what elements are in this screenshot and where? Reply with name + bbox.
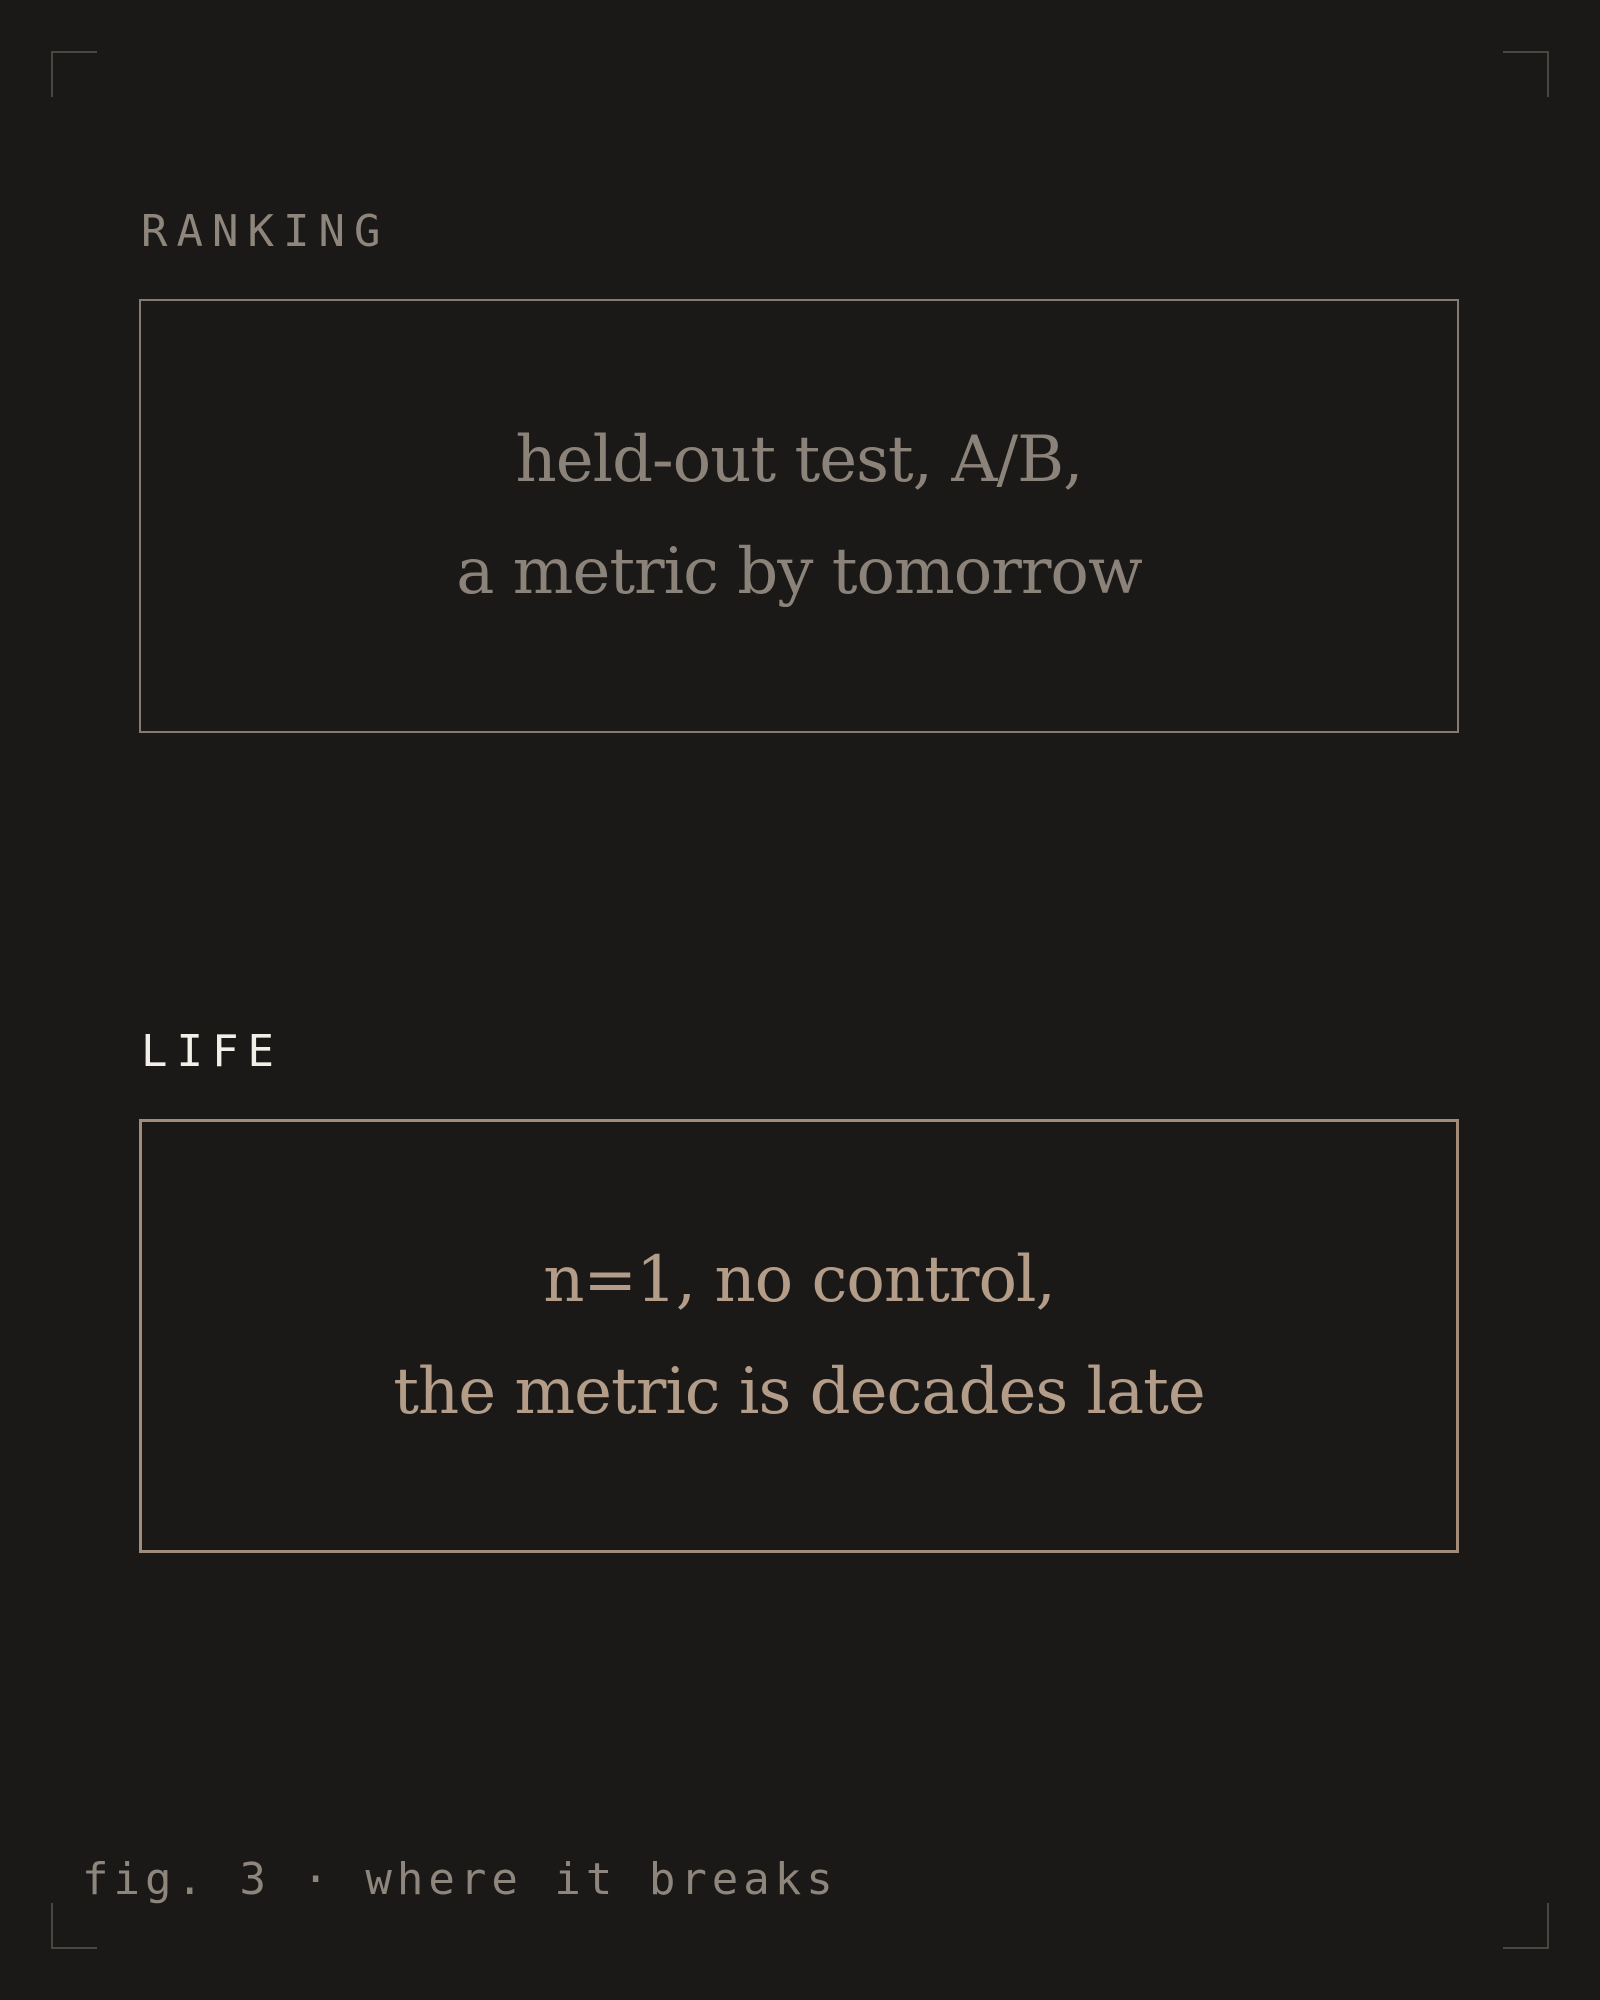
- corner-mark-bottom-right: [1503, 1903, 1549, 1949]
- ranking-label: RANKING: [141, 206, 390, 257]
- corner-mark-top-left: [51, 51, 97, 97]
- ranking-box-line-1: held-out test, A/B,: [515, 423, 1083, 497]
- corner-mark-top-right: [1503, 51, 1549, 97]
- corner-mark-bottom-left: [51, 1903, 97, 1949]
- life-box-line-1: n=1, no control,: [543, 1243, 1055, 1317]
- figure-caption: fig. 3 · where it breaks: [82, 1854, 838, 1905]
- life-label: LIFE: [141, 1026, 283, 1077]
- ranking-box: [139, 299, 1459, 733]
- ranking-box-line-2: a metric by tomorrow: [456, 535, 1142, 609]
- life-box-line-2: the metric is decades late: [393, 1355, 1205, 1429]
- life-box: [139, 1119, 1459, 1553]
